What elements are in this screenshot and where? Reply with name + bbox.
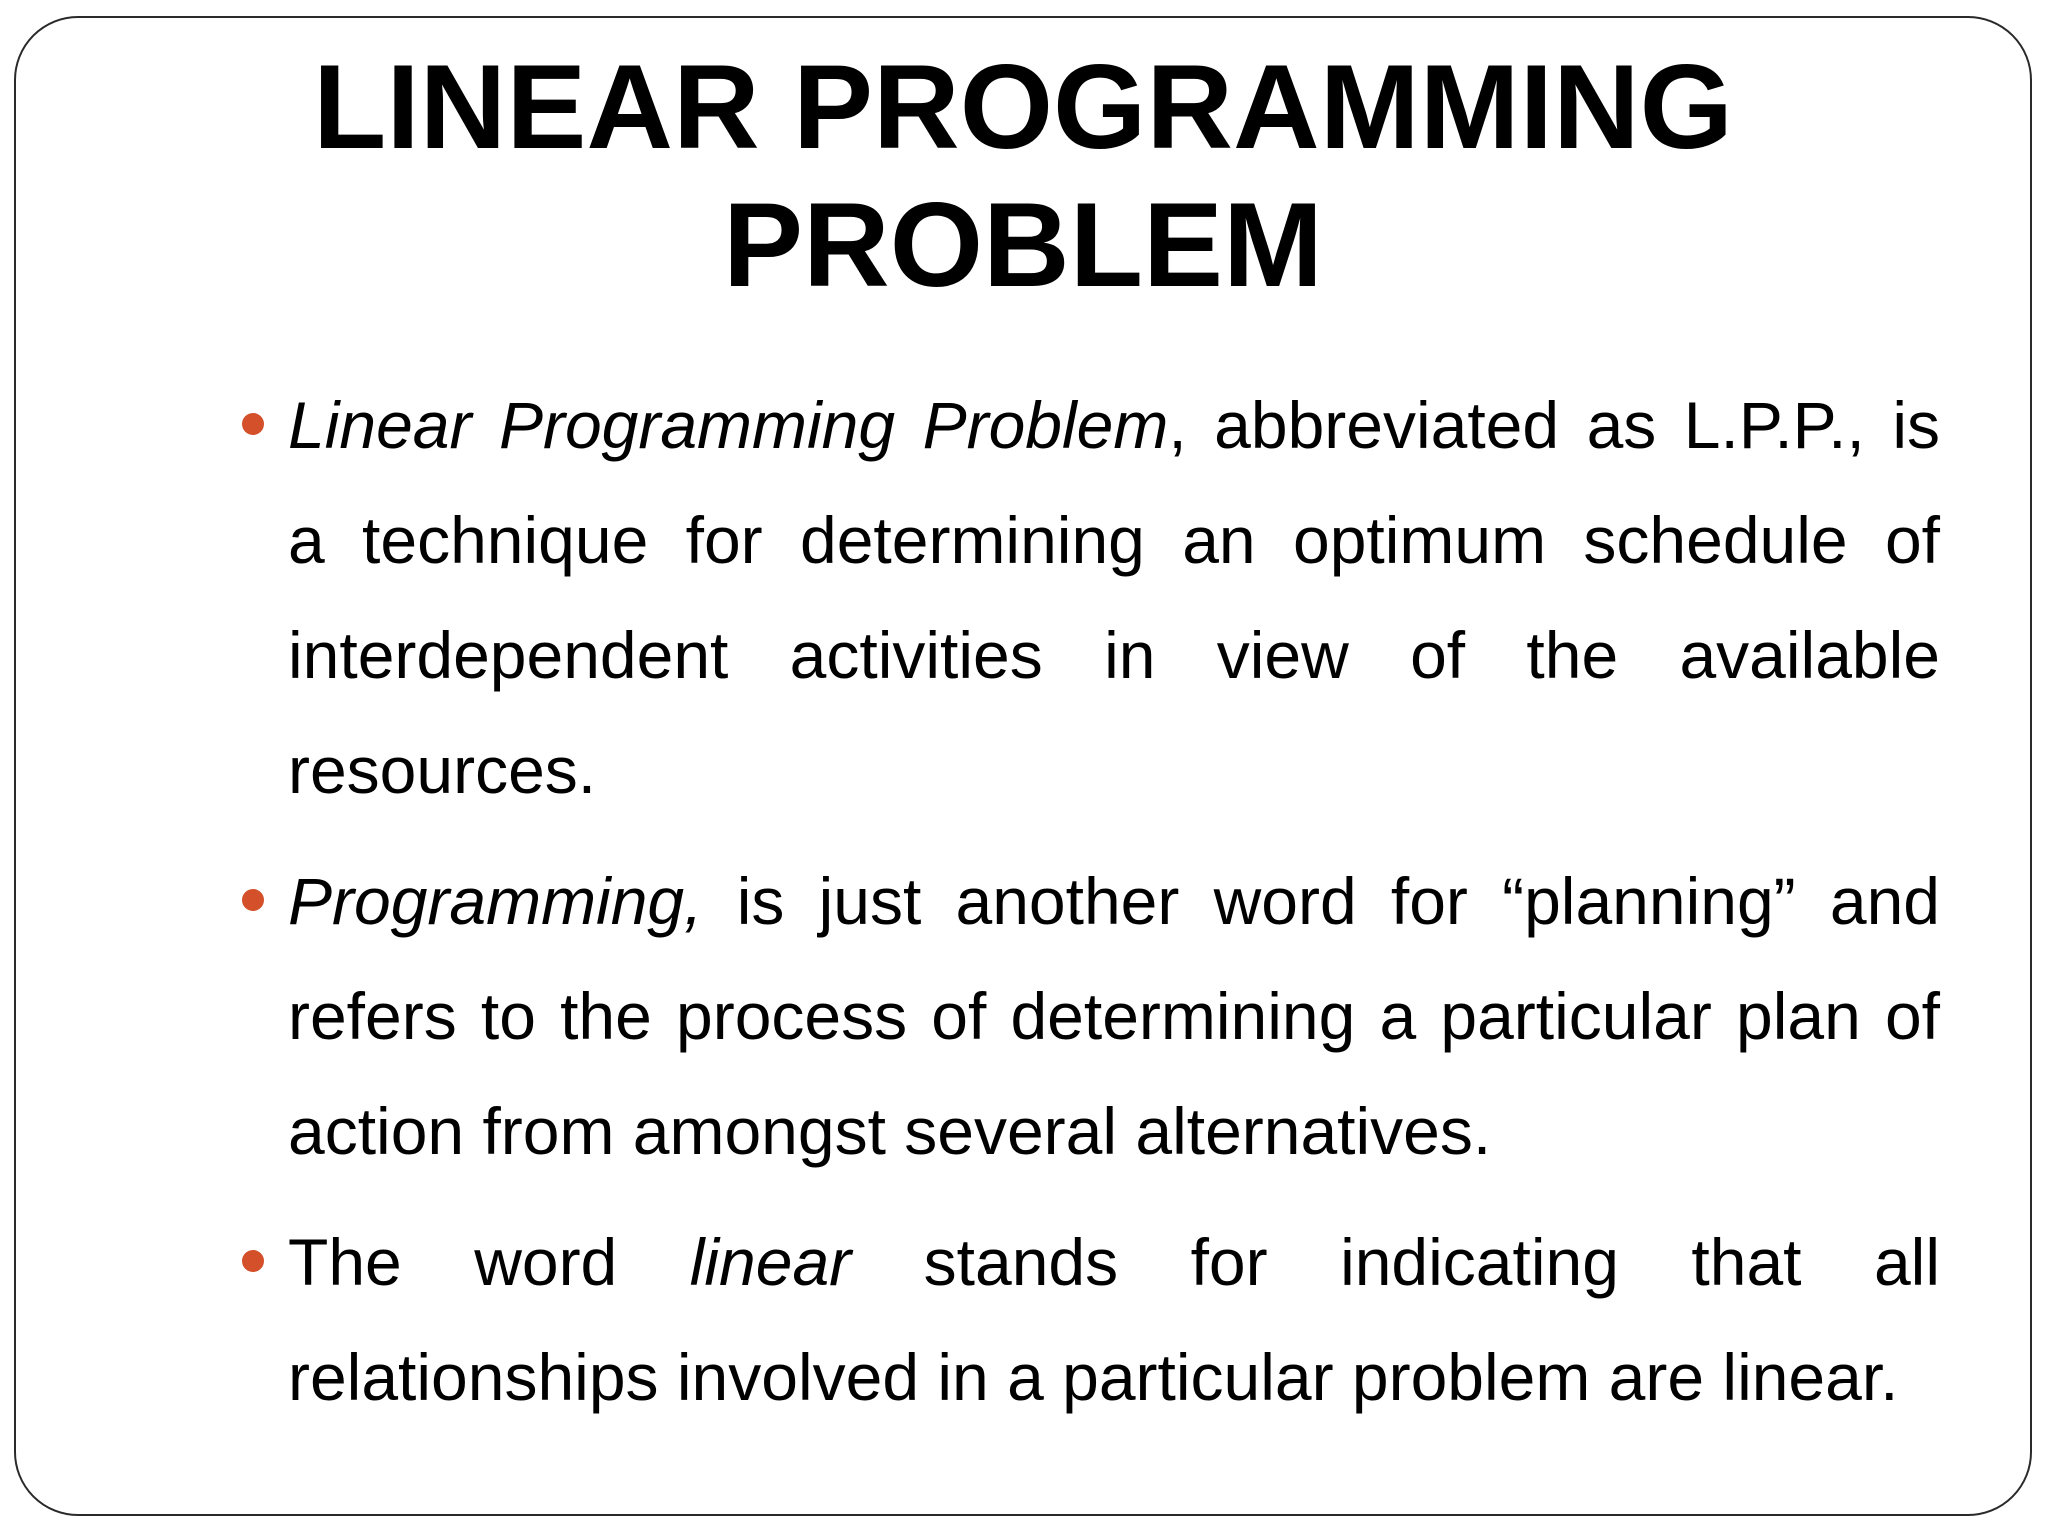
bullet-item-programming-definition xyxy=(288,844,1940,1189)
bullet-item-linear-definition xyxy=(288,1205,1940,1435)
slide-frame xyxy=(14,16,2032,1516)
title-line-2: PROBLEM xyxy=(723,178,1323,312)
bullet-text xyxy=(288,368,1940,828)
bullet-dot-icon xyxy=(242,413,264,435)
bullet-text xyxy=(288,1205,1940,1435)
bullet-item-lpp-definition xyxy=(288,368,1940,828)
bullet-list xyxy=(288,368,1940,1451)
bullet-text-post: stands for indicating that all relationships involved in a particular problem are linear. xyxy=(288,1225,1940,1414)
bullet-dot-icon xyxy=(242,889,264,911)
bullet-text-emphasis: linear xyxy=(689,1225,852,1299)
bullet-text-emphasis: Linear Programming Problem xyxy=(288,388,1169,462)
bullet-text xyxy=(288,844,1940,1189)
bullet-text-post: , abbreviated as L.P.P., is a technique for determining an optimum schedule of interdependent activities in view of the available resources. xyxy=(288,388,1941,807)
bullet-text-emphasis: Programming, xyxy=(288,864,703,938)
bullet-text-post: is just another word for “planning” and refers to the process of determining a particular plan of action from amongst several alternatives. xyxy=(288,864,1940,1168)
bullet-dot-icon xyxy=(242,1250,264,1272)
slide-title xyxy=(16,38,2030,314)
bullet-text-pre: The word xyxy=(288,1225,690,1299)
title-line-1: LINEAR PROGRAMMING xyxy=(313,40,1733,174)
